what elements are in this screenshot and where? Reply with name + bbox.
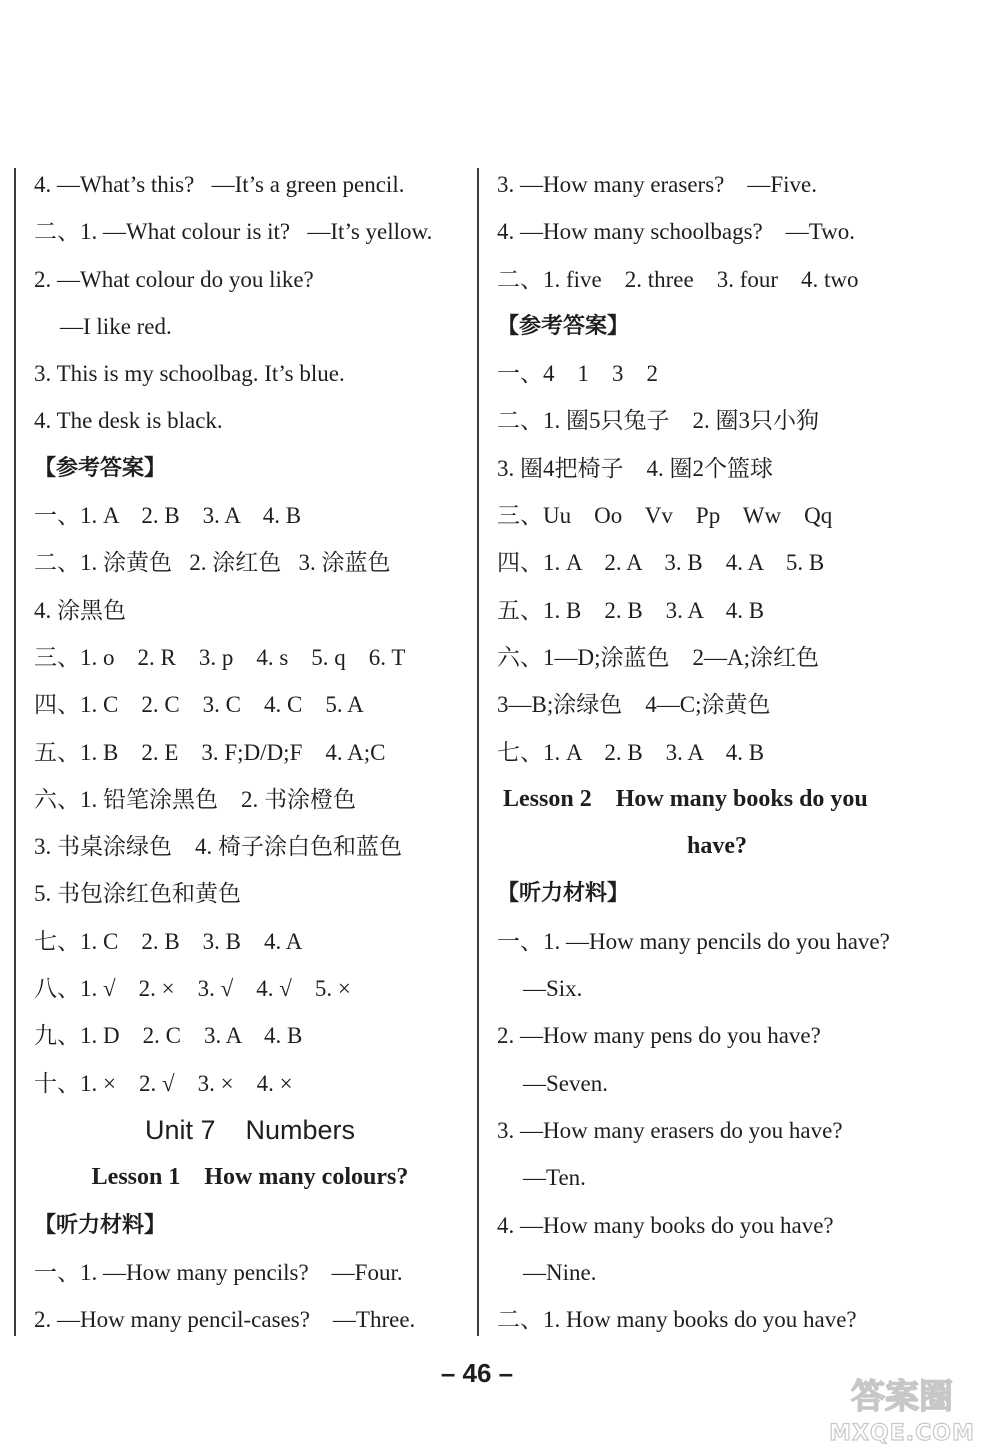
answer-line: 5. 书包涂红色和黄色 — [34, 881, 241, 907]
answer-line: 一、4 1 3 2 — [497, 361, 658, 387]
answer-line: 三、1. o 2. R 3. p 4. s 5. q 6. T — [34, 644, 406, 670]
answer-line: 2. —How many pencil-cases? —Three. — [34, 1307, 416, 1333]
unit-title: Unit 7 Numbers — [144, 1114, 356, 1145]
section-heading: 【听力材料】 — [497, 881, 630, 907]
column-divider — [477, 168, 479, 1336]
answer-line: 3—B;涂绿色 4—C;涂黄色 — [497, 692, 771, 718]
page-number: – 46 – — [440, 1358, 514, 1388]
answer-line: 3. —How many erasers? —Five. — [497, 172, 818, 197]
lesson-title: have? — [687, 833, 747, 860]
right-column — [497, 161, 937, 1343]
answer-line: 4. 涂黑色 — [34, 597, 126, 623]
section-heading: 【听力材料】 — [34, 1212, 167, 1238]
left-margin-rule — [14, 168, 16, 1336]
answer-line: —I like red. — [60, 313, 172, 339]
answer-line: 六、1—D;涂蓝色 2—A;涂红色 — [497, 644, 819, 670]
answer-line: 七、1. A 2. B 3. A 4. B — [497, 739, 765, 765]
answer-line: 2. —How many pens do you have? — [497, 1023, 821, 1049]
watermark-url: MXQE.COM — [829, 1421, 975, 1446]
answer-line: 四、1. C 2. C 3. C 4. C 5. A — [34, 692, 364, 718]
answer-line: —Six. — [523, 976, 583, 1002]
answer-line: 2. —What colour do you like? — [34, 266, 314, 292]
answer-line: 一、1. —How many pencils? —Four. — [34, 1259, 403, 1285]
answer-line: 4. The desk is black. — [34, 408, 223, 434]
watermark-logo — [816, 1372, 988, 1446]
answer-line: 二、1. five 2. three 3. four 4. two — [497, 266, 859, 292]
answer-line: 六、1. 铅笔涂黑色 2. 书涂橙色 — [34, 786, 356, 812]
answer-line: 十、1. × 2. √ 3. × 4. × — [34, 1070, 293, 1096]
answer-line: 3. This is my schoolbag. It’s blue. — [34, 361, 345, 387]
answer-line: 3. 书桌涂绿色 4. 椅子涂白色和蓝色 — [34, 834, 402, 860]
answer-line: —Ten. — [523, 1165, 586, 1191]
answer-line: 二、1. How many books do you have? — [497, 1307, 857, 1333]
answer-line: 二、1. 涂黄色 2. 涂红色 3. 涂蓝色 — [34, 550, 391, 576]
answer-line: 3. —How many erasers do you have? — [497, 1117, 843, 1143]
answer-line: —Nine. — [523, 1259, 597, 1285]
answer-line: 七、1. C 2. B 3. B 4. A — [34, 928, 303, 954]
watermark-logo-glyphs: 答案圈 — [851, 1377, 953, 1417]
answer-line: —Seven. — [523, 1070, 608, 1096]
lesson-title: Lesson 2 How many books do you — [497, 785, 868, 812]
section-heading: 【参考答案】 — [497, 313, 630, 339]
answer-line: 八、1. √ 2. × 3. √ 4. √ 5. × — [34, 976, 351, 1002]
section-heading: 【参考答案】 — [34, 455, 167, 481]
answer-line: 四、1. A 2. A 3. B 4. A 5. B — [497, 550, 825, 576]
answer-line: 五、1. B 2. B 3. A 4. B — [497, 597, 765, 623]
answer-line: 4. —What’s this? —It’s a green pencil. — [34, 172, 405, 197]
answer-line: 4. —How many books do you have? — [497, 1212, 834, 1238]
lesson-title: Lesson 1 How many colours? — [91, 1164, 409, 1191]
answer-line: 五、1. B 2. E 3. F;D/D;F 4. A;C — [34, 739, 386, 765]
answer-line: 一、1. —How many pencils do you have? — [497, 928, 890, 954]
answer-line: 九、1. D 2. C 3. A 4. B — [34, 1023, 303, 1049]
answer-line: 二、1. —What colour is it? —It’s yellow. — [34, 219, 433, 245]
answer-line: 二、1. 圈5只兔子 2. 圈3只小狗 — [497, 408, 819, 434]
answer-line: 3. 圈4把椅子 4. 圈2个篮球 — [497, 455, 773, 481]
answer-line: 三、Uu Oo Vv Pp Ww Qq — [497, 503, 833, 529]
left-column — [34, 161, 466, 1343]
answer-line: 4. —How many schoolbags? —Two. — [497, 219, 856, 245]
answer-line: 一、1. A 2. B 3. A 4. B — [34, 503, 302, 529]
